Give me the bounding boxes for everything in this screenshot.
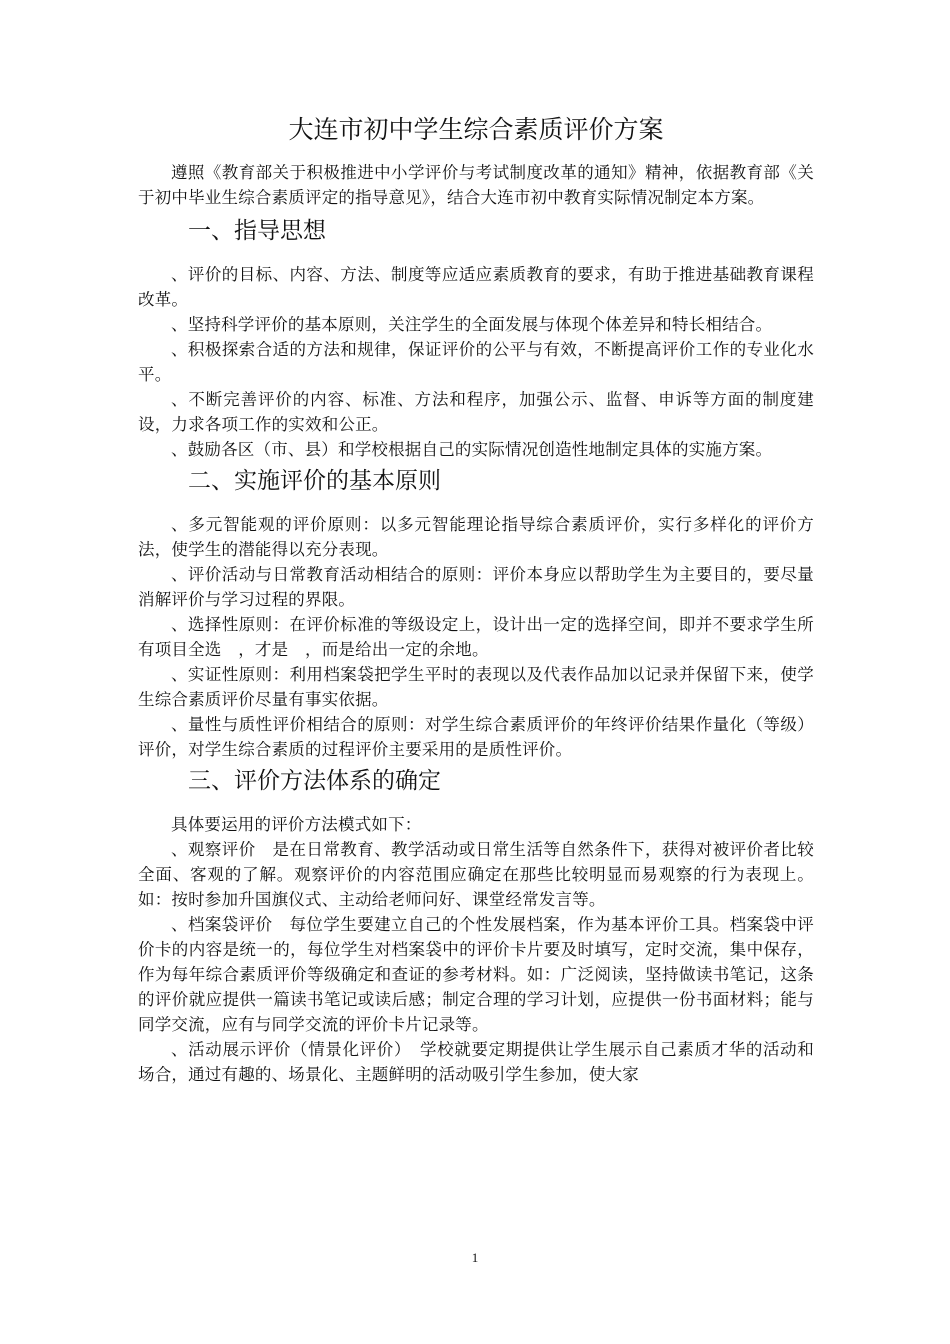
section-2-item-2: 、评价活动与日常教育活动相结合的原则：评价本身应以帮助学生为主要目的，要尽量消解评价与学习过程的界限。 — [138, 565, 814, 609]
document-page — [138, 112, 814, 1087]
section-1-item-5: 、鼓励各区（市、县）和学校根据自己的实际情况创造性地制定具体的实施方案。 — [171, 440, 773, 459]
section-3-body — [138, 812, 814, 1087]
section-1-item-1: 、评价的目标、内容、方法、制度等应适应素质教育的要求，有助于推进基础教育课程改革。 — [138, 265, 814, 309]
section-2-item-4: 、实证性原则：利用档案袋把学生平时的表现以及代表作品加以记录并保留下来，使学生综合素质评价尽量有事实依据。 — [138, 665, 814, 709]
section-3-intro: 具体要运用的评价方法模式如下： — [171, 815, 422, 834]
section-2-body — [138, 512, 814, 762]
document-title: 大连市初中学生综合素质评价方案 — [288, 115, 664, 144]
section-heading-3: 三、评价方法体系的确定 — [188, 768, 441, 794]
section-2-item-1: 、多元智能观的评价原则：以多元智能理论指导综合素质评价，实行多样化的评价方法，使学生的潜能得以充分表现。 — [138, 515, 814, 559]
section-1-item-2: 、坚持科学评价的基本原则，关注学生的全面发展与体现个体差异和特长相结合。 — [171, 315, 773, 334]
section-heading-1: 一、指导思想 — [188, 218, 326, 244]
page-number: 1 — [471, 1250, 479, 1265]
section-1-item-3: 、积极探索合适的方法和规律，保证评价的公平与有效，不断提高评价工作的专业化水平。 — [138, 340, 814, 384]
section-1-body — [138, 262, 814, 462]
section-3-item-1: 、观察评价 是在日常教育、教学活动或日常生活等自然条件下，获得对被评价者比较全面、客观的了解。观察评价的内容范围应确定在那些比较明显而易观察的行为表现上。如：按时参加升国旗仪式、主动给老师问好、课堂经常发言等。 — [138, 840, 814, 909]
section-3-item-2: 、档案袋评价 每位学生要建立自己的个性发展档案，作为基本评价工具。档案袋中评价卡的内容是统一的，每位学生对档案袋中的评价卡片要及时填写，定时交流，集中保存，作为每年综合素质评价等级确定和查证的参考材料。如：广泛阅读，坚持做读书笔记，这条的评价就应提供一篇读书笔记或读后感；制定合理的学习计划，应提供一份书面材料；能与同学交流，应有与同学交流的评价卡片记录等。 — [138, 915, 814, 1034]
section-2-item-3: 、选择性原则：在评价标准的等级设定上，设计出一定的选择空间，即并不要求学生所有项目全选 ，才是 ，而是给出一定的余地。 — [138, 615, 814, 659]
section-1-item-4: 、不断完善评价的内容、标准、方法和程序，加强公示、监督、申诉等方面的制度建设，力求各项工作的实效和公正。 — [138, 390, 814, 434]
section-2-item-5: 、量性与质性评价相结合的原则：对学生综合素质评价的年终评价结果作量化（等级）评价，对学生综合素质的过程评价主要采用的是质性评价。 — [138, 715, 814, 759]
section-heading-2: 二、实施评价的基本原则 — [188, 468, 441, 494]
section-3-item-3: 、活动展示评价（情景化评价） 学校就要定期提供让学生展示自己素质才华的活动和场合，通过有趣的、场景化、主题鲜明的活动吸引学生参加，使大家 — [138, 1040, 814, 1084]
intro-paragraph: 遵照《教育部关于积极推进中小学评价与考试制度改革的通知》精神，依据教育部《关于初中毕业生综合素质评定的指导意见》，结合大连市初中教育实际情况制定本方案。 — [138, 163, 814, 207]
